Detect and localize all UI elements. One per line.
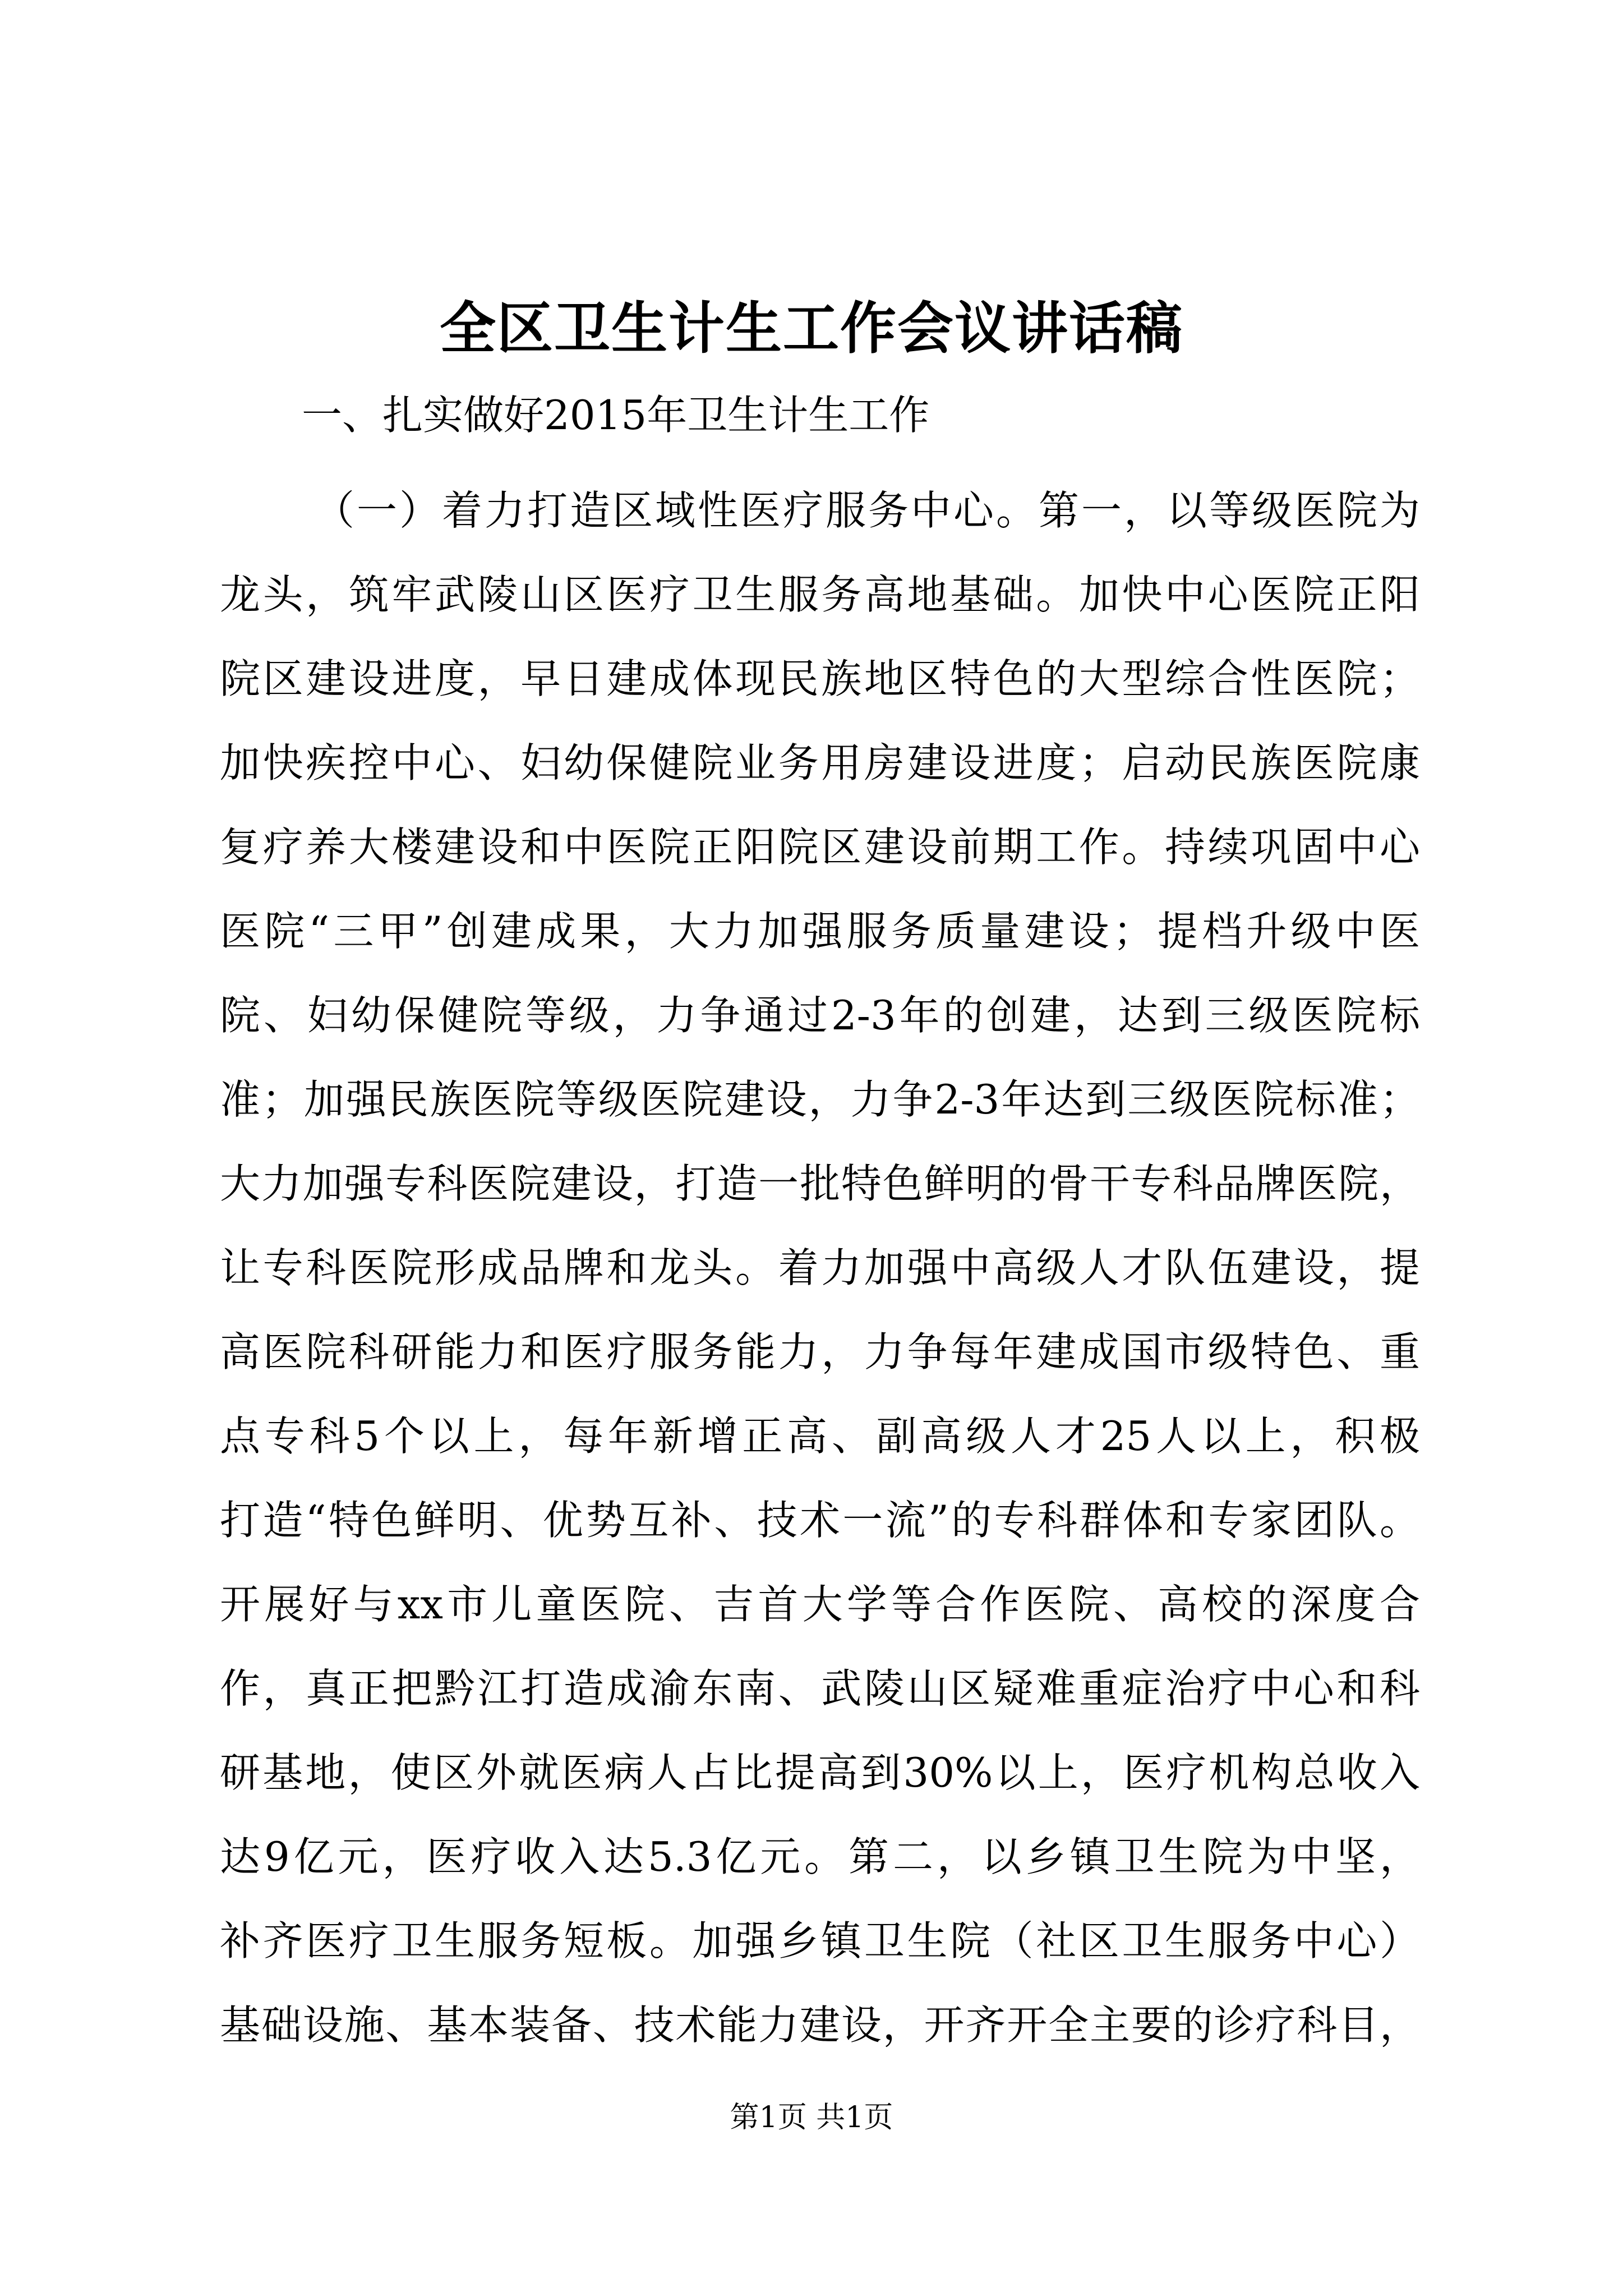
text-line: 点专科5个以上，每年新增正高、副高级人才25人以上，积极	[220, 1412, 1420, 1460]
text-line: 复疗养大楼建设和中医院正阳院区建设前期工作。持续巩固中心	[220, 823, 1420, 871]
text-line: 让专科医院形成品牌和龙头。着力加强中高级人才队伍建设，提	[220, 1244, 1420, 1291]
text-line: 大力加强专科医院建设，打造一批特色鲜明的骨干专科品牌医院，	[220, 1160, 1420, 1207]
text-line: 打造“特色鲜明、优势互补、技术一流”的专科群体和专家团队。	[220, 1497, 1420, 1544]
text-line: 医院“三甲”创建成果，大力加强服务质量建设；提档升级中医	[220, 908, 1420, 955]
text-line: 准；加强民族医院等级医院建设，力争2-3年达到三级医院标准；	[220, 1076, 1420, 1123]
text-line: 基础设施、基本装备、技术能力建设，开齐开全主要的诊疗科目，	[220, 2001, 1420, 2049]
text-line: 加快疾控中心、妇幼保健院业务用房建设进度；启动民族医院康	[220, 739, 1420, 786]
text-line: 补齐医疗卫生服务短板。加强乡镇卫生院（社区卫生服务中心）	[220, 1917, 1420, 1964]
text-line: 开展好与xx市儿童医院、吉首大学等合作医院、高校的深度合	[220, 1581, 1420, 1628]
text-line: 达9亿元，医疗收入达5.3亿元。第二，以乡镇卫生院为中坚，	[220, 1833, 1420, 1880]
section-heading: 一、扎实做好2015年卫生计生工作	[302, 392, 930, 439]
page-number: 第1页 共1页	[730, 2101, 893, 2134]
text-line: （一）着力打造区域性医疗服务中心。第一，以等级医院为	[314, 487, 1420, 534]
text-line: 高医院科研能力和医疗服务能力，力争每年建成国市级特色、重	[220, 1328, 1420, 1375]
text-line: 院区建设进度，早日建成体现民族地区特色的大型综合性医院；	[220, 655, 1420, 702]
text-line: 院、妇幼保健院等级，力争通过2-3年的创建，达到三级医院标	[220, 992, 1420, 1039]
document-title: 全区卫生计生工作会议讲话稿	[440, 295, 1183, 361]
text-line: 龙头，筑牢武陵山区医疗卫生服务高地基础。加快中心医院正阳	[220, 571, 1420, 618]
text-line: 作，真正把黔江打造成渝东南、武陵山区疑难重症治疗中心和科	[220, 1665, 1420, 1712]
text-line: 研基地，使区外就医病人占比提高到30%以上，医疗机构总收入	[220, 1749, 1420, 1796]
